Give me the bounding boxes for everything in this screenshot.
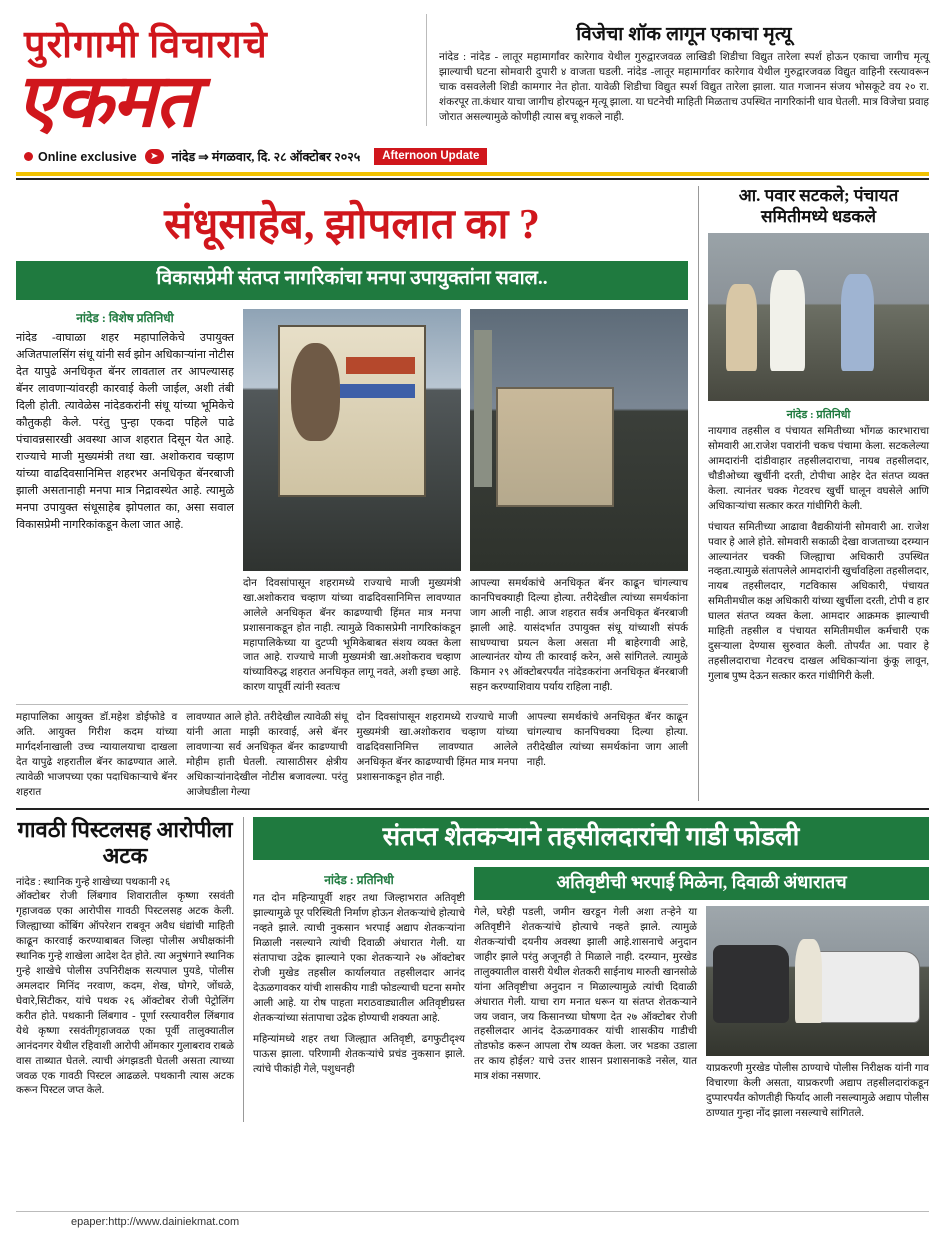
bottom-grid [16,817,929,1122]
lead-body: नांदेड : नांदेड - लातूर महामार्गांवर कारेगाव येथील गुरुद्वारजवळ लाखिडी शिडीचा विद्युत तारेला स्पर्श होऊन एकाचा जागीच मृत्यू झाल्याची घटना सोमवारी दुपारी ४ वाजता घडली. नांदेड -लातूर महामार्गावर कारेगाव येथील गुरुद्वारजवळ विद्युत वाहिनी रस्त्यावरून चाक वसवलेली शिडी कामगार नेत होता. यावेळी शिडीचा विद्युत स्पर्श विद्युत तारेला झाला. यात गजानन संजय भोसकूटे वय २० रा. शंकरपूर ता.कंधार याचा जागीच होरपळून मृत्यू झाला. या घटनेची माहिती मिळताच उपस्थित नागरिकांनी धाव घेतली. मात्र विजेचा प्रवाह जोरात असल्यामुळे कोणीही त्यास बचू शकले नाही. [439,52,929,123]
quad-text-3: दोन दिवसांपासून शहरामध्ये राज्याचे माजी मुख्यमंत्री खा.अशोकराव चव्हाण यांच्या वाढदिवसानिमित्त लावण्यात आलेले अनधिकृत बॅनर काढण्याची हिंमत मात्र मनपा प्रशासनाकडून होत नाही. [356,712,518,783]
main-headline: संधूसाहेब, झोपलात का ? [164,202,540,249]
arrow-right-icon: ➤ [145,149,164,164]
dateline: नांदेड ⇒ मंगळवार, दि. २८ ऑक्टोबर २०२५ [171,150,361,165]
quad-col-4 [527,711,688,801]
main-story-column [16,186,688,800]
logo-title: एकमत [16,60,197,143]
main-story-col-1 [16,309,234,696]
main-story-byline: नांदेड : विशेष प्रतिनिधी [76,310,174,325]
bottom-main-story [243,817,929,1122]
online-exclusive-label [24,150,137,164]
right-story-column [698,186,929,800]
logo-tagline: पुरोगामी विचाराचे [24,24,268,66]
quad-text-2: लावण्यात आले होते. तरीदेखील त्यावेळी संधू यांनी आता माझी कारवाई, असे बॅनर लावणाऱ्या सर्व अनधिकृत बॅनर काढण्याची मोहीम हाती घेतली. त्यासाठीसर क्षेत्रीय अधिकाऱ्यांनादेखील नोटीस बजावल्या. परंतु आजेघडीला गेल्या [186,712,348,798]
right-story-byline: नांदेड : प्रतिनिधी [786,409,851,422]
red-dot-icon [24,152,33,161]
lead-story [426,14,929,126]
lead-headline: विजेचा शॉक लागून एकाचा मृत्यू [576,24,792,45]
divider-dark [16,178,929,180]
quad-text-4: आपल्या समर्थकांचे अनधिकृत बॅनर काढून चांगल्याच कानपिचक्या दिल्या होत्या. तरीदेखील त्यांच्या समर्थकांना जाग आली नाही. [526,712,688,768]
afternoon-update-badge: Afternoon Update [374,148,487,165]
masthead [16,14,929,143]
bottom-right-text-1: गेले, घरेही पडली, जमीन खरडून गेली अशा तऱ्हेने या अतिवृष्टीने शेतकऱ्यांचे होत्याचे नव्हते झाले. त्यामुळे शेतकऱ्यांची दयनीय अवस्था झाली आहे.शासनाचे अनुदान जाहीर झाले परंतु अजूनही ते मिळाले नाही. दरम्यान, मुरखेड तालुक्यातील वासरी येथील शेतकरी साईनाथ मारुती खानसोळे यांना अतिवृष्टीचा अनुदान न मिळाल्यामुळे त्यांची दिवाळी अंधारात गेली. याचा राग मनात धरून या संतप्त शेतकऱ्याने जय जवान, जय किसानच्या घोषणा देत २७ ऑक्टोबर रोजी तहसीलदार आनंद देऊळगावकर यांची शासकीय गाडीची तोडफोड करून आपला रोष व्यक्त केला. जर भडका उडाला तर काय होईल? याचे उत्तर शासन प्रशासनाकडे नसेल, यात मात्र शंका नसणार. [474,907,697,1083]
divider-yellow [16,172,929,176]
main-story-col-3 [470,309,688,696]
photo-banner-hoarding [243,309,461,571]
right-story-headline: आ. पवार सटकले; पंचायत समितीमध्ये धडकले [738,186,899,226]
main-content-grid [16,186,929,800]
main-story-text-3: आपल्या समर्थकांचे अनधिकृत बॅनर काढून चांगल्याच कानपिचक्याही दिल्या होत्या. तरीदेखील त्यांच्या समर्थकांना जाग आली नाही. आज शहरात सर्वत्र अनधिकृत बॅनरबाजी झाली आहे. यासंदर्भात उपायुक्त संधू यांच्याशी संपर्क साधण्याचा प्रयत्न केला असता मी बाहेरगावी आहे, आल्यानंतर योग्य ती कारवाई करेन, असे सांगितले. त्यामुळे किमान २९ ऑक्टोबरपर्यंत नांदेडकरांना अनधिकृत बॅनरबाजी सहन करण्याशिवाय पर्याय राहिला नाही. [470,577,688,694]
main-subhead: विकासप्रेमी संतप्त नागरिकांचा मनपा उपायुक्तांना सवाल.. [16,261,688,299]
main-story-col-2 [243,309,461,696]
main-story-text-1: नांदेड -वाघाळा शहर महापालिकेचे उपायुक्त अजितपालसिंग संधू यांनी सर्व झोन अधिकाऱ्यांना नोटीस देत यापुढे अनधिकृत बॅनर लावताल तर आपल्यासह बॅनर लावणाऱ्यांवरही कारवाई केली जाईल, अशी तंबी दिली होती. त्यावेळेस नांदेडकरांनी संधू यांच्या भूमिकेचे कौतुकही केले. परंतु पुन्हा एकदा पहिले पाढे पंचावन्नसारखी अवस्था आज शहरात दिसून येत आहे. राज्याचे माजी मुख्यमंत्री तथा खा. अशोकराव चव्हाण यांच्या वाढदिवसानिमित्त शहरभर अनधिकृत बॅनरबाजी झाली असतानाही मनपा मात्र निद्रावस्थेत आहे. त्यामुळे मनपा उपायुक्त संधूसाहेब झोपलात का, असा सवाल विकासप्रेमी नागरिकांकडून केला जात आहे. [16,331,234,532]
main-story-text-2: दोन दिवसांपासून शहरामध्ये राज्याचे माजी मुख्यमंत्री खा.अशोकराव चव्हाण यांच्या वाढदिवसानिमित्त लावण्यात आलेले अनधिकृत बॅनर काढण्याची हिंमत मात्र मनपा प्रशासनाकडून होत नाही. त्यामुळे विकासप्रेमी नागरिकांकडून महापालिकेच्या या दुटप्पी भूमिकेबाबत संशय व्यक्त केला जात आहे. राज्याचे माजी मुख्यमंत्री खा.अशोकराव चव्हाण यांच्याविरुद्ध शहरात अनधिकृत लागू नवते, अशी इच्छा आहे. कारण यापूर्वी त्यांनी स्वतःच [243,577,461,694]
bottom-right-text-2: याप्रकरणी मुरखेड पोलीस ठाण्याचे पोलीस निरीक्षक यांनी गाव विचारणा केली असता, याप्रकरणी अद्याप तहसीलदारांकडून दुप्पारपर्यंत कोणतीही फिर्याद आली नसल्यामुळे अद्याप पोलीस ठाण्यात गुन्हा नोंद झाला नसल्याचे सांगितले. [706,1063,929,1119]
footer [16,1211,929,1228]
epaper-url[interactable]: epaper:http://www.dainiekmat.com [71,1216,240,1228]
quad-col-1 [16,711,177,801]
bottom-main-byline: नांदेड : प्रतिनिधी [324,873,394,888]
bottom-main-col-1 [253,867,465,1121]
bottom-main-text-1: गत दोन महिन्यापूर्वी शहर तथा जिल्हाभरात अतिवृष्टी झाल्यामुळे पूर परिस्थिती निर्माण होऊन शेतकऱ्यांचे होत्याचे नव्हते झाले. त्याची नुकसान भरपाई अद्याप शेतकऱ्यांना मिळाली नसल्याने त्यांची दिवाळी अंधारात गेली. या संतापाचा उद्रेक झाल्याने एका शेतकऱ्याने २७ ऑक्टोबर रोजी मुखेड तहसील कार्यालयात तहसीलदार आनंद देऊळगावकर यांची शासकीय गाडी फोडल्याची घटना समोर आली आहे. या रोष पाहता मराठवाड्यातील अतिवृष्टीग्रस्त शेतकऱ्यांच्या संतापाचा उद्रेक होण्याची शक्यता आहे. [253,893,465,1024]
bottom-main-headline: संतप्त शेतकऱ्याने तहसीलदारांची गाडी फोडली [253,817,929,861]
quad-col-3 [357,711,518,801]
divider-bottom [16,808,929,810]
bottom-left-text: ऑक्टोबर रोजी लिंबगाव शिवारातील कृष्णा रसवंती गृहाजवळ एका आरोपीस गावठी पिस्टलसह अटक केली. जिल्ह्याच्या कोंबिंग ऑपरेशन राबवून अवैध धंद्यांची माहिती काढून कारवाई करण्याबाबत जिल्हा पोलीस अधीक्षकांनी स्थानिक गुन्हे शाखेला आदेश देत होते. त्या अनुषंगाने स्थानिक गुन्हे शाखेचे पोलीस उपनिरीक्षक सत्यपाल पुयडे, पोलीस अमलदार मिनिंद नरवाण, कदम, शेख, घोगरे, जोंधळे, घेवारे,सिटीकर, यांचे पथक २६ ऑक्टोबर रोजी पेट्रोलिंग करीत होते. पथकानी लिंबगाव - पूर्णा रस्त्यावरील लिंबगाव येथे कृष्णा रसवंतीगृहाजवळ एका पूर्वी तालुक्यातील आनंदनगर येथील रहिवाशी आरोपी ओंमकार गुलाबराव राबळे वास ताब्यात घेतले. त्याची अंगझडती घेतली असता त्याच्या जवळ एक गावठी पिस्टल आढळले. पथकानी त्यास अटक करून पिस्टल जप्त केले. [16,891,234,1097]
bottom-main-columns [253,867,929,1121]
bottom-left-headline: गावठी पिस्टलसह आरोपीला अटक [17,816,233,869]
quad-col-2 [186,711,347,801]
logo-block [16,14,416,143]
right-story-text-2: पंचायत समितीच्या आढावा वैद्यकीयांनी सोमवारी आ. राजेश पवार हे आले होते. सोमवारी सकाळी देखा वाजताच्या दरम्यान आल्यानंतर चक्की जिल्ह्याचा अधिकारी उपस्थित नव्हता.त्यामुळे संतापलेले आमदारांनी खुर्चावहिला तहसीलदार, नायब तहसीलदार, गटविकास अधिकारी, पंचायत समितीमधील कक्ष अधिकारी यांच्या खुर्चीला दरती, टोपी व हार घालत संतप्त व्यक्त केला. आमदार आक्रमक झाल्याची माहिती तहसील व पंचायत समितीमधील कर्मचारी एक दुसऱ्याला देण्यास सुरुवात केली. तोपर्यंत आ. पवार हे तहसीलदाराचा गेटवरच दाखल अधिकाऱ्यांना कुंकू लावून, गुलाब पुष्प देऊन सत्कार करत गांधीगिरी केली. [708,521,929,682]
bottom-right-headline: अतिवृष्टीची भरपाई मिळेना, दिवाळी अंधारातच [474,867,929,900]
photo-damaged-car [706,906,929,1056]
online-exclusive-text: Online exclusive [38,149,137,164]
bottom-left-story [16,817,234,1122]
quad-text-1: महापालिका आयुक्त डॉ.महेश डोईफोडे व अति. आयुक्त गिरीश कदम यांच्या मार्गदर्शनाखाली उच्च न्यायालयाचा दाखला देत यापुढे शहरातील बॅनर काढण्यात आले. त्यावेळी भाजपच्या एका पदाधिकाऱ्याचे बॅनर शहरात [16,712,178,798]
bottom-left-byline: नांदेड : स्थानिक गुन्हे शाखेच्या पथकानी २६ [16,876,171,888]
bottom-right-story [474,867,929,1121]
main-story-quad-strip [16,704,688,801]
photo-road-banners [470,309,688,571]
bottom-main-text-2: महिन्यांमध्ये शहर तथा जिल्ह्यात अतिवृष्टी, ढगफुटीदृश्य पाऊस झाला. परिणामी शेतकऱ्यांचे प्रचंड नुकसान झाले. त्यांचे पीकांही गेले, पशुधनही [253,1033,465,1075]
main-story-columns [16,309,688,696]
photo-mla-visit [708,233,929,401]
right-story-text-1: नायगाव तहसील व पंचायत समितीच्या भोंगळ कारभाराचा सोमवारी आ.राजेश पवारांनी चकच पंचामा केला. सटकलेल्या आमदारांनी दांडीवाहार तहसीलदाराचा, नायब तहसीलदार, चौडीओच्या खुर्चीनी दरती, टोपीचा आहेर देत संतप्त व्यक्त केला. त्यानंतर चक्क गेटवरच खुर्ची घालून वघसेले आणि अधिकाऱ्यांचा सत्कार करत गांधीगिरी केली. [708,426,929,512]
info-ribbon [16,148,929,165]
